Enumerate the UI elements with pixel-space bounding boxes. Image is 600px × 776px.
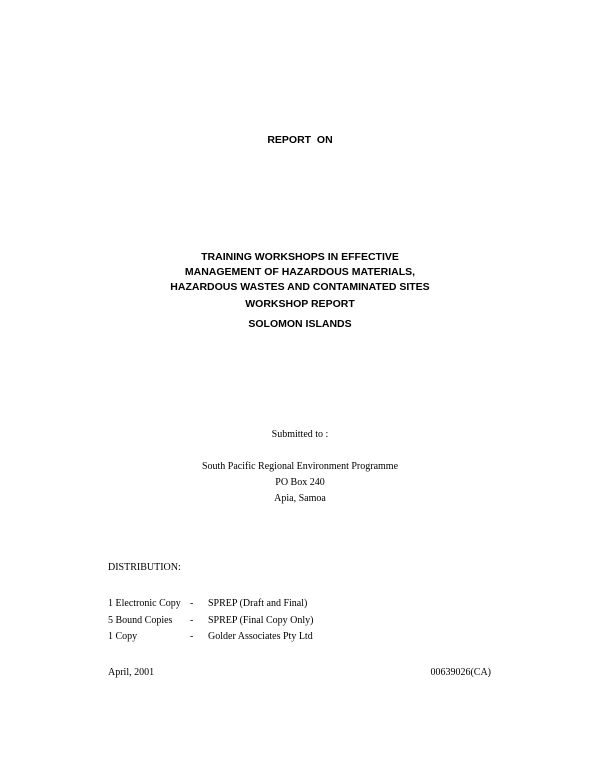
submitted-to-label: Submitted to : <box>271 429 329 440</box>
recipient-city: Apia, Samoa <box>274 493 326 504</box>
distribution-recipient: SPREP (Draft and Final) <box>208 598 308 609</box>
report-location: SOLOMON ISLANDS <box>248 318 352 330</box>
report-date: April, 2001 <box>108 667 155 678</box>
recipient-po-box: PO Box 240 <box>275 477 325 488</box>
distribution-dash: - <box>190 615 194 626</box>
distribution-qty: 1 Electronic Copy <box>108 598 181 609</box>
report-heading: REPORT ON <box>267 134 333 146</box>
recipient-organisation: South Pacific Regional Environment Programme <box>201 461 399 472</box>
distribution-label: DISTRIBUTION: <box>108 562 181 573</box>
distribution-dash: - <box>190 631 194 642</box>
report-subtitle: WORKSHOP REPORT <box>245 298 355 310</box>
title-line-2: MANAGEMENT OF HAZARDOUS MATERIALS, <box>184 266 416 278</box>
distribution-qty: 1 Copy <box>108 631 138 642</box>
distribution-recipient: SPREP (Final Copy Only) <box>208 615 314 626</box>
title-line-3: HAZARDOUS WASTES AND CONTAMINATED SITES <box>170 281 430 293</box>
distribution-recipient: Golder Associates Pty Ltd <box>208 631 313 642</box>
distribution-dash: - <box>190 598 194 609</box>
report-reference: 00639026(CA) <box>430 667 491 678</box>
distribution-qty: 5 Bound Copies <box>108 615 173 626</box>
title-line-1: TRAINING WORKSHOPS IN EFFECTIVE <box>201 251 399 263</box>
